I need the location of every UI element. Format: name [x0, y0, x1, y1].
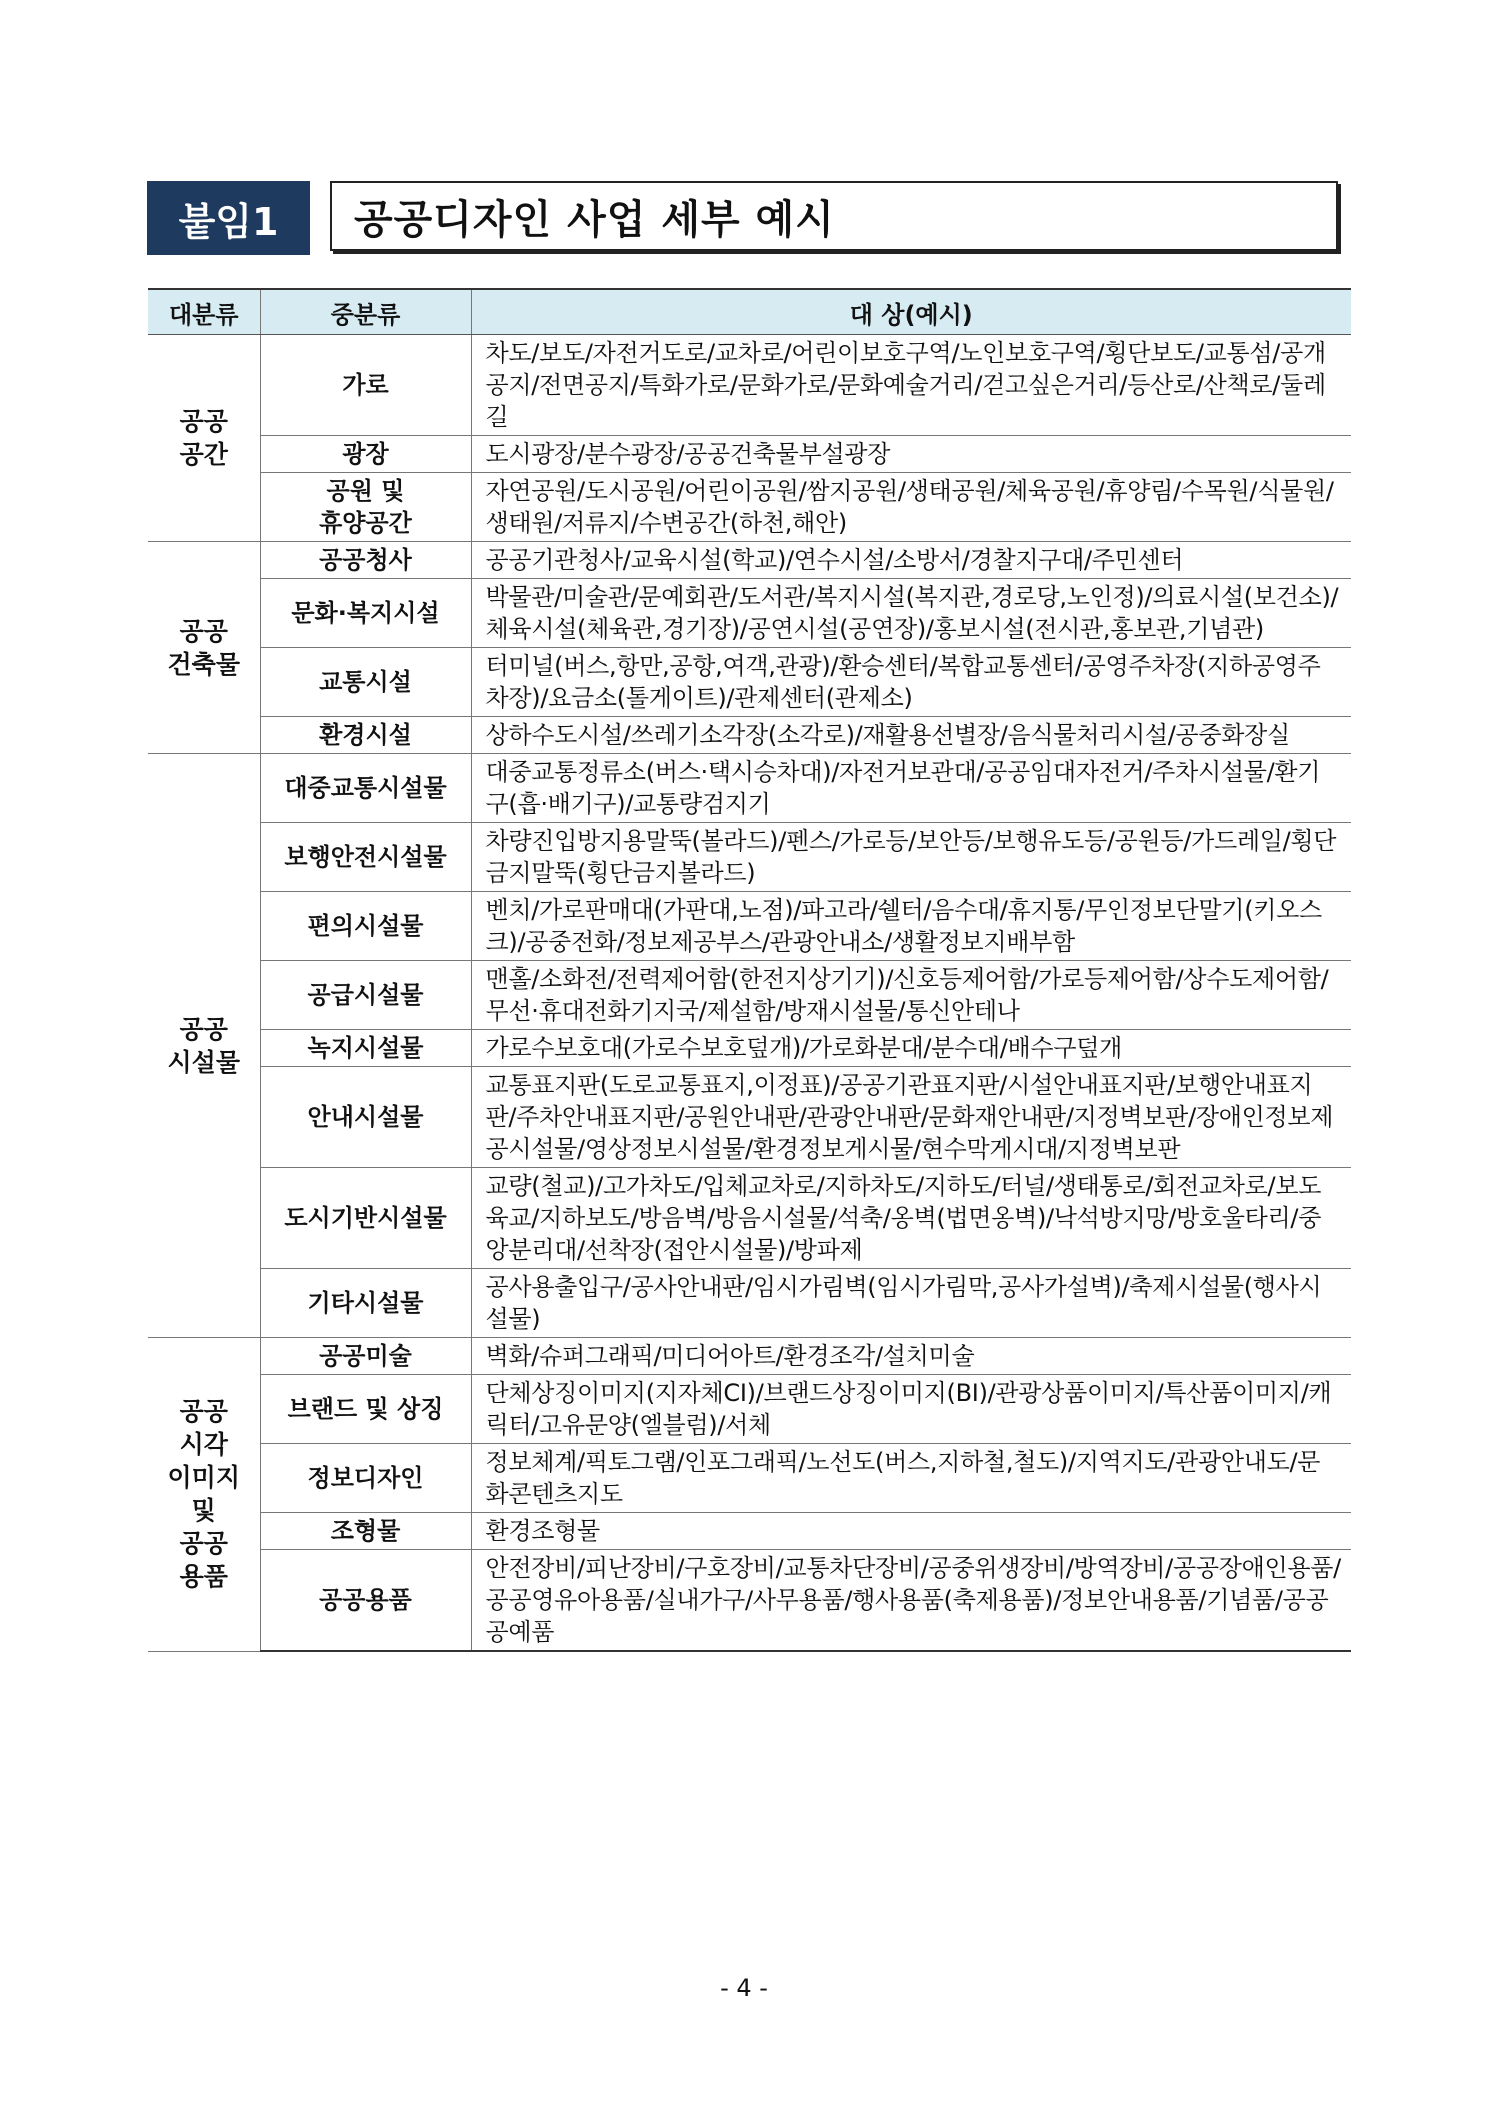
examples-cell: 정보체계/픽토그램/인포그래픽/노선도(버스,지하철,철도)/지역지도/관광안내도/문화콘텐츠지도 — [471, 1444, 1351, 1513]
examples-cell: 대중교통정류소(버스·택시승차대)/자전거보관대/공공임대자전거/주차시설물/환기구(흡·배기구)/교통량검지기 — [471, 754, 1351, 823]
sub-category-cell: 문화·복지시설 — [260, 579, 471, 648]
table-row — [148, 1513, 1351, 1550]
examples-cell: 교통표지판(도로교통표지,이정표)/공공기관표지판/시설안내표지판/보행안내표지판/주차안내표지판/공원안내판/관광안내판/문화재안내판/지정벽보판/장애인정보제공시설물/영상정보시설물/환경정보게시물/현수막게시대/지정벽보판 — [471, 1067, 1351, 1168]
table-row — [148, 1338, 1351, 1375]
table-row — [148, 823, 1351, 892]
page-title: 공공디자인 사업 세부 예시 — [330, 181, 1338, 251]
table-row — [148, 1550, 1351, 1652]
sub-category-cell: 광장 — [260, 436, 471, 473]
header-sub-category: 중분류 — [260, 289, 471, 335]
sub-category-cell: 환경시설 — [260, 717, 471, 754]
sub-category-cell: 공공용품 — [260, 1550, 471, 1652]
sub-category-cell: 대중교통시설물 — [260, 754, 471, 823]
header-examples: 대 상(예시) — [471, 289, 1351, 335]
header-major-category: 대분류 — [148, 289, 260, 335]
sub-category-cell: 공급시설물 — [260, 961, 471, 1030]
table-row — [148, 717, 1351, 754]
public-design-table — [148, 288, 1351, 1652]
examples-cell: 단체상징이미지(지자체CI)/브랜드상징이미지(BI)/관광상품이미지/특산품이미지/캐릭터/고유문양(엘블럼)/서체 — [471, 1375, 1351, 1444]
table-body — [148, 335, 1351, 1652]
table-row — [148, 1067, 1351, 1168]
table-row — [148, 754, 1351, 823]
sub-category-cell: 브랜드 및 상징 — [260, 1375, 471, 1444]
examples-cell: 벤치/가로판매대(가판대,노점)/파고라/쉘터/음수대/휴지통/무인정보단말기(키오스크)/공중전화/정보제공부스/관광안내소/생활정보지배부함 — [471, 892, 1351, 961]
table-row — [148, 1444, 1351, 1513]
examples-cell: 벽화/슈퍼그래픽/미디어아트/환경조각/설치미술 — [471, 1338, 1351, 1375]
attachment-badge: 붙임1 — [147, 181, 310, 255]
sub-category-cell: 교통시설 — [260, 648, 471, 717]
page-number: - 4 - — [720, 1974, 768, 2002]
sub-category-cell: 도시기반시설물 — [260, 1168, 471, 1269]
examples-cell: 가로수보호대(가로수보호덮개)/가로화분대/분수대/배수구덮개 — [471, 1030, 1351, 1067]
examples-cell: 상하수도시설/쓰레기소각장(소각로)/재활용선별장/음식물처리시설/공중화장실 — [471, 717, 1351, 754]
table-row — [148, 648, 1351, 717]
examples-cell: 교량(철교)/고가차도/입체교차로/지하차도/지하도/터널/생태통로/회전교차로/보도육교/지하보도/방음벽/방음시설물/석축/옹벽(법면옹벽)/낙석방지망/방호울타리/중앙분리대/선착장(접안시설물)/방파제 — [471, 1168, 1351, 1269]
examples-cell: 자연공원/도시공원/어린이공원/쌈지공원/생태공원/체육공원/휴양림/수목원/식물원/생태원/저류지/수변공간(하천,해안) — [471, 473, 1351, 542]
sub-category-cell: 공공미술 — [260, 1338, 471, 1375]
examples-cell: 터미널(버스,항만,공항,여객,관광)/환승센터/복합교통센터/공영주차장(지하공영주차장)/요금소(톨게이트)/관제센터(관제소) — [471, 648, 1351, 717]
major-category-cell: 공공 공간 — [148, 335, 260, 542]
sub-category-cell: 가로 — [260, 335, 471, 436]
document-header — [147, 181, 1347, 255]
sub-category-cell: 조형물 — [260, 1513, 471, 1550]
examples-cell: 맨홀/소화전/전력제어함(한전지상기기)/신호등제어함/가로등제어함/상수도제어함/무선·휴대전화기지국/제설함/방재시설물/통신안테나 — [471, 961, 1351, 1030]
table-row — [148, 1269, 1351, 1338]
sub-category-cell: 녹지시설물 — [260, 1030, 471, 1067]
examples-cell: 공공기관청사/교육시설(학교)/연수시설/소방서/경찰지구대/주민센터 — [471, 542, 1351, 579]
table-row — [148, 1168, 1351, 1269]
table-row — [148, 542, 1351, 579]
table-row — [148, 436, 1351, 473]
examples-cell: 박물관/미술관/문예회관/도서관/복지시설(복지관,경로당,노인정)/의료시설(보건소)/체육시설(체육관,경기장)/공연시설(공연장)/홍보시설(전시관,홍보관,기념관) — [471, 579, 1351, 648]
examples-cell: 차도/보도/자전거도로/교차로/어린이보호구역/노인보호구역/횡단보도/교통섬/공개공지/전면공지/특화가로/문화가로/문화예술거리/걷고싶은거리/등산로/산책로/둘레길 — [471, 335, 1351, 436]
examples-cell: 차량진입방지용말뚝(볼라드)/펜스/가로등/보안등/보행유도등/공원등/가드레일/횡단금지말뚝(횡단금지볼라드) — [471, 823, 1351, 892]
examples-cell: 안전장비/피난장비/구호장비/교통차단장비/공중위생장비/방역장비/공공장애인용품/공공영유아용품/실내가구/사무용품/행사용품(축제용품)/정보안내용품/기념품/공공공예품 — [471, 1550, 1351, 1652]
sub-category-cell: 공원 및 휴양공간 — [260, 473, 471, 542]
sub-category-cell: 공공청사 — [260, 542, 471, 579]
table-header-row — [148, 289, 1351, 335]
sub-category-cell: 기타시설물 — [260, 1269, 471, 1338]
table-row — [148, 1030, 1351, 1067]
examples-cell: 공사용출입구/공사안내판/임시가림벽(임시가림막,공사가설벽)/축제시설물(행사시설물) — [471, 1269, 1351, 1338]
sub-category-cell: 편의시설물 — [260, 892, 471, 961]
sub-category-cell: 정보디자인 — [260, 1444, 471, 1513]
examples-cell: 환경조형물 — [471, 1513, 1351, 1550]
table-row — [148, 473, 1351, 542]
table-row — [148, 892, 1351, 961]
table-row — [148, 579, 1351, 648]
sub-category-cell: 안내시설물 — [260, 1067, 471, 1168]
table-row — [148, 335, 1351, 436]
major-category-cell: 공공 건축물 — [148, 542, 260, 754]
table-row — [148, 961, 1351, 1030]
table-row — [148, 1375, 1351, 1444]
major-category-cell: 공공 시각 이미지 및 공공 용품 — [148, 1338, 260, 1652]
major-category-cell: 공공 시설물 — [148, 754, 260, 1338]
sub-category-cell: 보행안전시설물 — [260, 823, 471, 892]
examples-cell: 도시광장/분수광장/공공건축물부설광장 — [471, 436, 1351, 473]
